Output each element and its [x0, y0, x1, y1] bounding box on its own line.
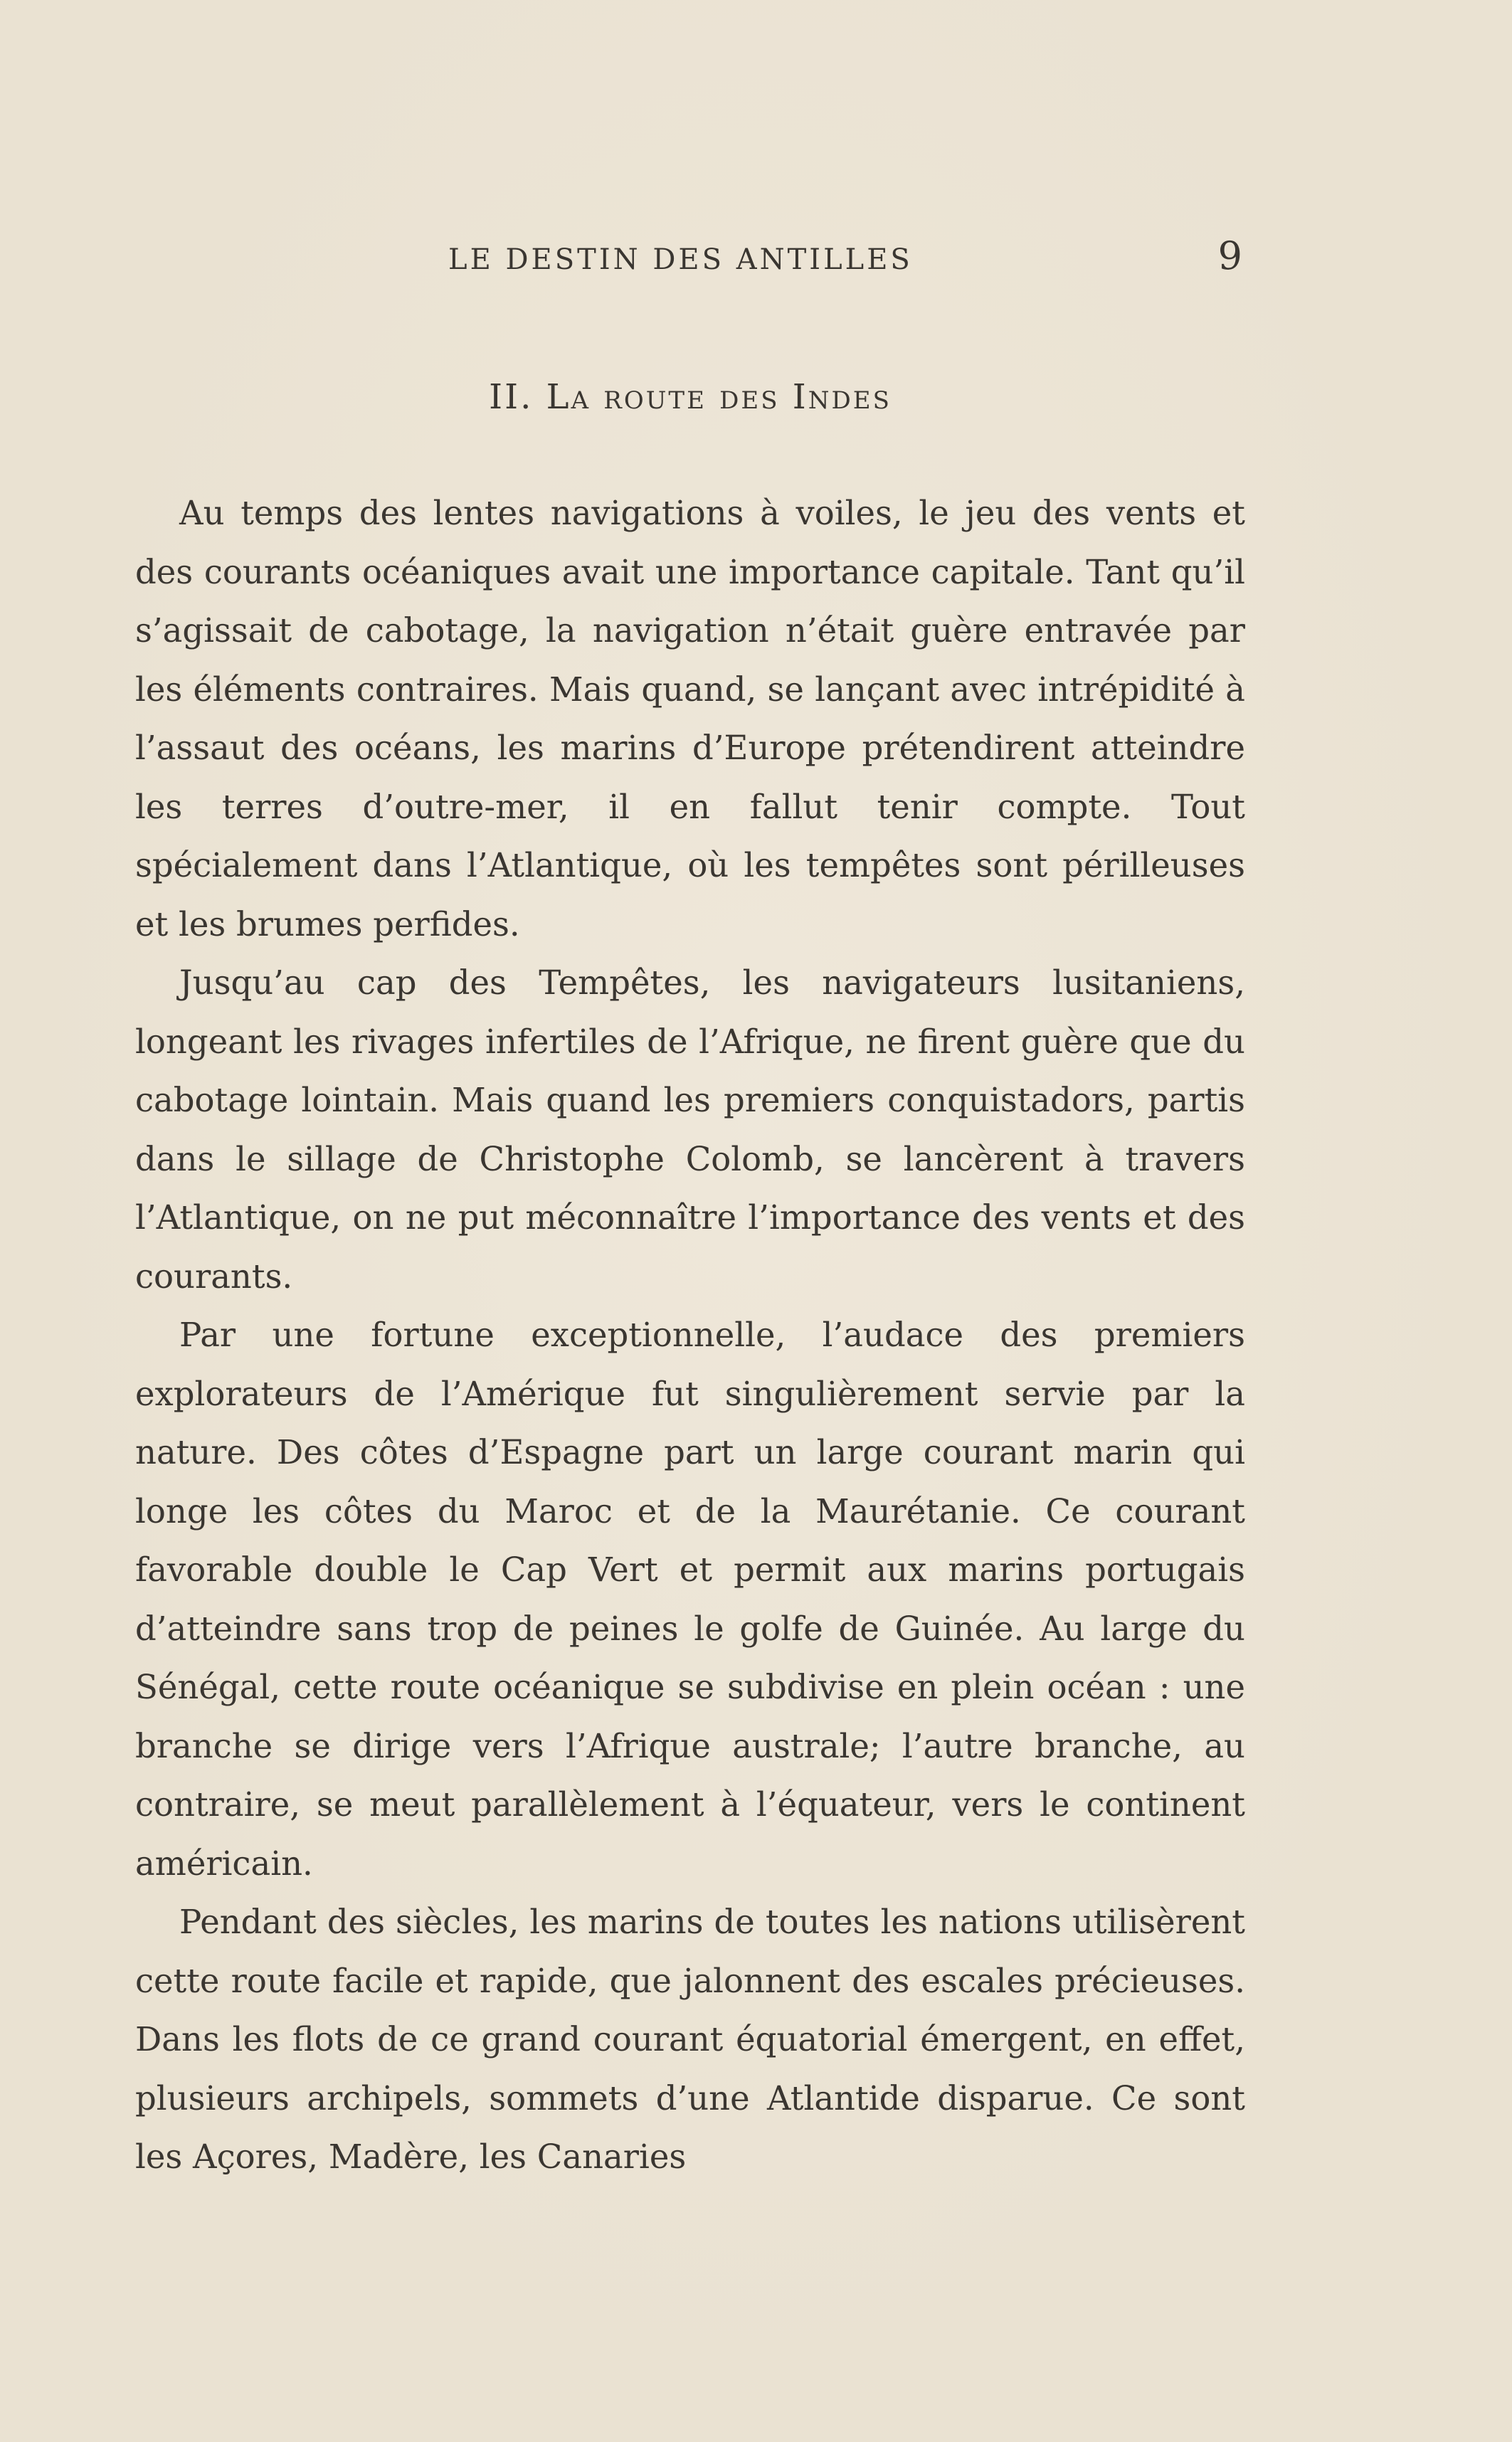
paragraph-4: Pendant des siècles, les marins de toutes les nations utilisèrent cette route facile et rapide, que jalonnent des escales précieuses. Dans les flots de ce grand courant équatorial émergent, en effet, plusieurs archipels, sommets d’une Atlantide disparue. Ce sont les Açores, Madère, les Canaries [135, 1903, 1245, 2176]
paragraph-2: Jusqu’au cap des Tempêtes, les navigateurs lusitaniens, longeant les rivages infertiles de l’Afrique, ne firent guère que du cabotage lointain. Mais quand les premiers conquistadors, partis dans le sillage de Christophe Colomb, se lancèrent à travers l’Atlantique, on ne put méconnaître l’importance des vents et des courants. [135, 963, 1245, 1296]
body-text [135, 484, 1245, 2187]
paragraph-3: Par une fortune exceptionnelle, l’audace des premiers explorateurs de l’Amérique fut singulièrement servie par la nature. Des côtes d’Espagne part un large courant marin qui longe les côtes du Maroc et de la Maurétanie. Ce courant favorable double le Cap Vert et permit aux marins portugais d’atteindre sans trop de peines le golfe de Guinée. Au large du Sénégal, cette route océanique se subdivise en plein océan : une branche se dirige vers l’Afrique australe; l’autre branche, au contraire, se meut parallèlement à l’équateur, vers le continent américain. [135, 1316, 1245, 1883]
running-head [135, 233, 1245, 283]
page-number: 9 [1217, 233, 1242, 278]
section-title: II. La route des Indes [489, 377, 892, 417]
running-title: LE DESTIN DES ANTILLES [448, 243, 913, 276]
paragraph-1: Au temps des lentes navigations à voiles, le jeu des vents et des courants océaniques avait une importance capitale. Tant qu’il s’agissait de cabotage, la navigation n’était guère entravée par les éléments contraires. Mais quand, se lançant avec intrépidité à l’assaut des océans, les marins d’Europe prétendirent atteindre les terres d’outre-mer, il en fallut tenir compte. Tout spécialement dans l’Atlantique, où les tempêtes sont périlleuses et les brumes perfides. [135, 494, 1245, 944]
